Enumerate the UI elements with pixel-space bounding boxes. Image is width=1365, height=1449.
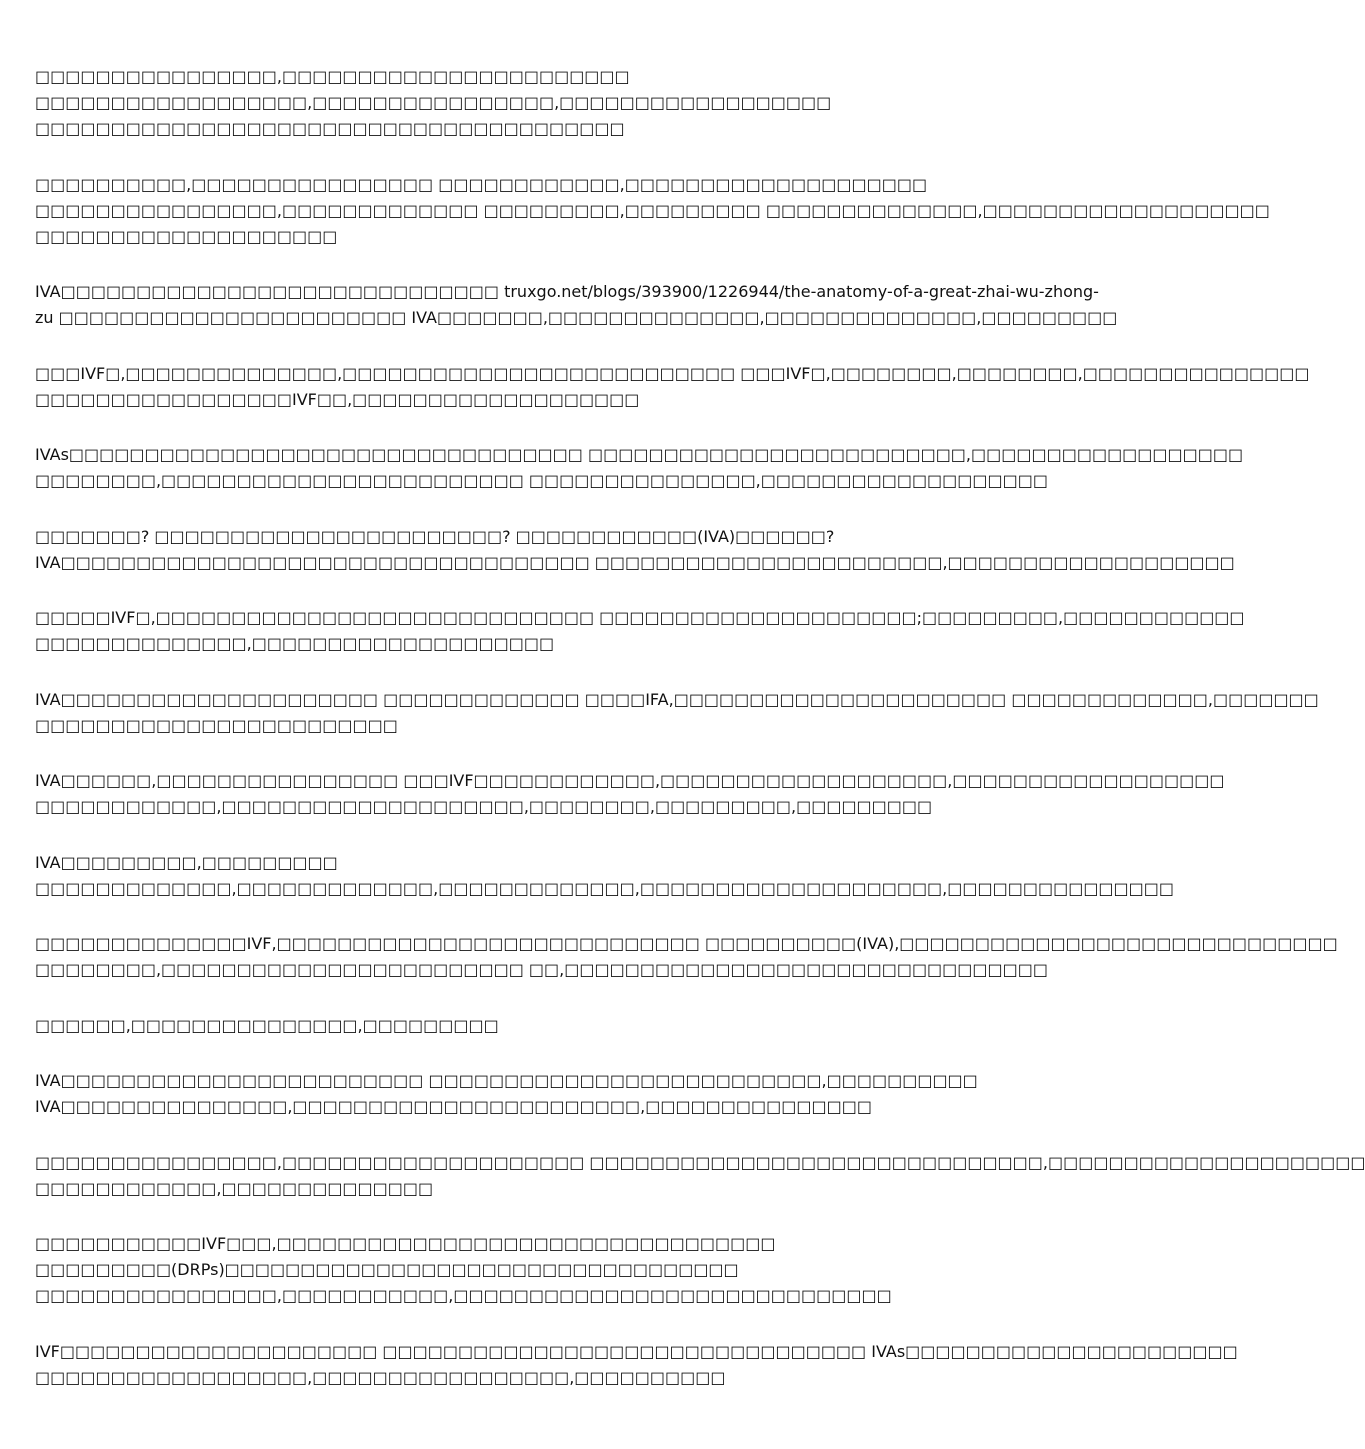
paragraph-12 [35, 1013, 990, 1039]
text-line: IVAs□□□□□□□□□□□□□□□□□□□□□□□□□□□□□□□□□□ □□□□□□□□□□□□□□□□□□□□□□□□□,□□□□□□□□□□□□□□□□□□ [35, 445, 1244, 464]
text-line: □□□□□□□□□□,□□□□□□□□□□□□□□□□ □□□□□□□□□□□□,□□□□□□□□□□□□□□□□□□□□ [35, 174, 928, 194]
text-line: IVA□□□□□□□□□□□□□□□□□□□□□□□□□□□□□□□□□□□ □□□□□□□□□□□□□□□□□□□□□□□,□□□□□□□□□□□□□□□□□□□ [35, 552, 1235, 572]
text-line: IVA□□□□□□□□□□□□□□□□□□□□□□□□ □□□□□□□□□□□□□□□□□□□□□□□□□□,□□□□□□□□□□ [35, 1071, 978, 1090]
text-line: zu □□□□□□□□□□□□□□□□□□□□□□□ IVA□□□□□□□,□□□□□□□□□□□□□□,□□□□□□□□□□□□□□,□□□□□□□□□ [35, 308, 1118, 327]
paragraph-15 [35, 1231, 990, 1309]
paragraph-7 [35, 605, 1245, 657]
text-line: □□□□□□□□□□□□□□IVF,□□□□□□□□□□□□□□□□□□□□□□□□□□□□ □□□□□□□□□□(IVA),□□□□□□□□□□□□□□□□□□□□□□□□□□□□□ [35, 934, 1338, 953]
text-line: □□□□□□□□,□□□□□□□□□□□□□□□□□□□□□□□□ □□□□□□□□□□□□□□□,□□□□□□□□□□□□□□□□□□□ [35, 471, 1048, 490]
text-line: IVA□□□□□□□□□,□□□□□□□□□ [35, 852, 338, 872]
text-line: □□□□□□□□□□□□□□□□,□□□□□□□□□□□,□□□□□□□□□□□□□□□□□□□□□□□□□□□□□ [35, 1286, 892, 1305]
paragraph-10 [35, 850, 1175, 902]
text-line: □□□□□□□□□□□□,□□□□□□□□□□□□□□ [35, 1178, 434, 1198]
paragraph-3 [35, 279, 1118, 331]
text-line: □□□□□□□□□□□□□□□□□□□□ [35, 226, 338, 246]
text-line: □□□□□□,□□□□□□□□□□□□□□□,□□□□□□□□□ [35, 1015, 499, 1035]
paragraph-14 [35, 1150, 1365, 1202]
text-line: □□□□□□□□□□□IVF□□□,□□□□□□□□□□□□□□□□□□□□□□□□□□□□□□□□□ [35, 1234, 776, 1253]
text-line: IVF□□□□□□□□□□□□□□□□□□□□□ □□□□□□□□□□□□□□□□□□□□□□□□□□□□□□□□ IVAs□□□□□□□□□□□□□□□□□□□□□□ [35, 1341, 1238, 1361]
text-line: IVA□□□□□□□□□□□□□□□□□□□□□□□□□□□□□ truxgo.net/blogs/393900/1226944/the-anatomy-of-a-great-zhai-wu-zhong- [35, 282, 1099, 301]
text-line: □□□IVF□,□□□□□□□□□□□□□□,□□□□□□□□□□□□□□□□□□□□□□□□□□ □□□IVF□,□□□□□□□□,□□□□□□□□,□□□□□□□□□□□□□□□ [35, 363, 1310, 383]
text-line: □□□□□□□□□□□□□,□□□□□□□□□□□□□,□□□□□□□□□□□□□,□□□□□□□□□□□□□□□□□□□□,□□□□□□□□□□□□□□□ [35, 878, 1175, 898]
text-line: □□□□□□□□□□□□□□□□,□□□□□□□□□□□□□□□□□□□□□□□ [35, 67, 630, 86]
text-line: □□□□□□□□□□□□□□□□□□□□□□□□□□□□□□□□□□□□□□□ [35, 119, 625, 138]
text-line: □□□□□□□□□□□□□□□□□□,□□□□□□□□□□□□□□□□□,□□□□□□□□□□ [35, 1367, 726, 1387]
text-line: □□□□□□□□□□□□□□□□,□□□□□□□□□□□□□ □□□□□□□□□,□□□□□□□□□ □□□□□□□□□□□□□□,□□□□□□□□□□□□□□□□□□□ [35, 200, 1270, 220]
text-line: IVA□□□□□□□□□□□□□□□,□□□□□□□□□□□□□□□□□□□□□□□,□□□□□□□□□□□□□□□ [35, 1097, 872, 1116]
document-body [35, 64, 1365, 1420]
paragraph-11 [35, 931, 1338, 983]
text-line: □□□□□□□? □□□□□□□□□□□□□□□□□□□□□□□? □□□□□□□□□□□□(IVA)□□□□□□? [35, 526, 835, 546]
paragraph-2 [35, 172, 1270, 250]
paragraph-8 [35, 687, 1319, 739]
paragraph-1 [35, 64, 990, 142]
text-line: IVA□□□□□□□□□□□□□□□□□□□□□ □□□□□□□□□□□□□ □□□□IFA,□□□□□□□□□□□□□□□□□□□□□□ □□□□□□□□□□□□□,□□□□□□□ [35, 689, 1319, 709]
text-line: □□□□□□□□□□□□□□,□□□□□□□□□□□□□□□□□□□□ [35, 634, 555, 653]
text-line: □□□□□□□□□□□□□□□□□□□□□□□□ [35, 715, 398, 735]
text-line: □□□□□IVF□,□□□□□□□□□□□□□□□□□□□□□□□□□□□□□ □□□□□□□□□□□□□□□□□□□□□;□□□□□□□□□,□□□□□□□□□□□□ [35, 608, 1245, 627]
paragraph-6 [35, 524, 1235, 576]
text-line: □□□□□□□□,□□□□□□□□□□□□□□□□□□□□□□□□ □□,□□□□□□□□□□□□□□□□□□□□□□□□□□□□□□□□ [35, 960, 1048, 979]
text-line: □□□□□□□□□□□□□□□□,□□□□□□□□□□□□□□□□□□□□ □□□□□□□□□□□□□□□□□□□□□□□□□□□□□□,□□□□□□□□□□□□□□□□□□□□□ [35, 1152, 1365, 1172]
paragraph-16 [35, 1339, 1238, 1391]
text-line: □□□□□□□□□□□□,□□□□□□□□□□□□□□□□□□□□,□□□□□□□□,□□□□□□□□□,□□□□□□□□□ [35, 797, 933, 816]
paragraph-13 [35, 1068, 990, 1120]
paragraph-4 [35, 361, 1310, 413]
text-line: □□□□□□□□□(DRPs)□□□□□□□□□□□□□□□□□□□□□□□□□□□□□□□□□□ [35, 1260, 739, 1279]
paragraph-9 [35, 768, 1225, 820]
text-line: IVA□□□□□□,□□□□□□□□□□□□□□□□ □□□IVF□□□□□□□□□□□□,□□□□□□□□□□□□□□□□□□□,□□□□□□□□□□□□□□□□□□ [35, 771, 1225, 790]
text-line: □□□□□□□□□□□□□□□□□IVF□□,□□□□□□□□□□□□□□□□□□□ [35, 389, 640, 409]
text-line: □□□□□□□□□□□□□□□□□□,□□□□□□□□□□□□□□□□,□□□□□□□□□□□□□□□□□□ [35, 93, 832, 112]
paragraph-5 [35, 442, 1244, 494]
